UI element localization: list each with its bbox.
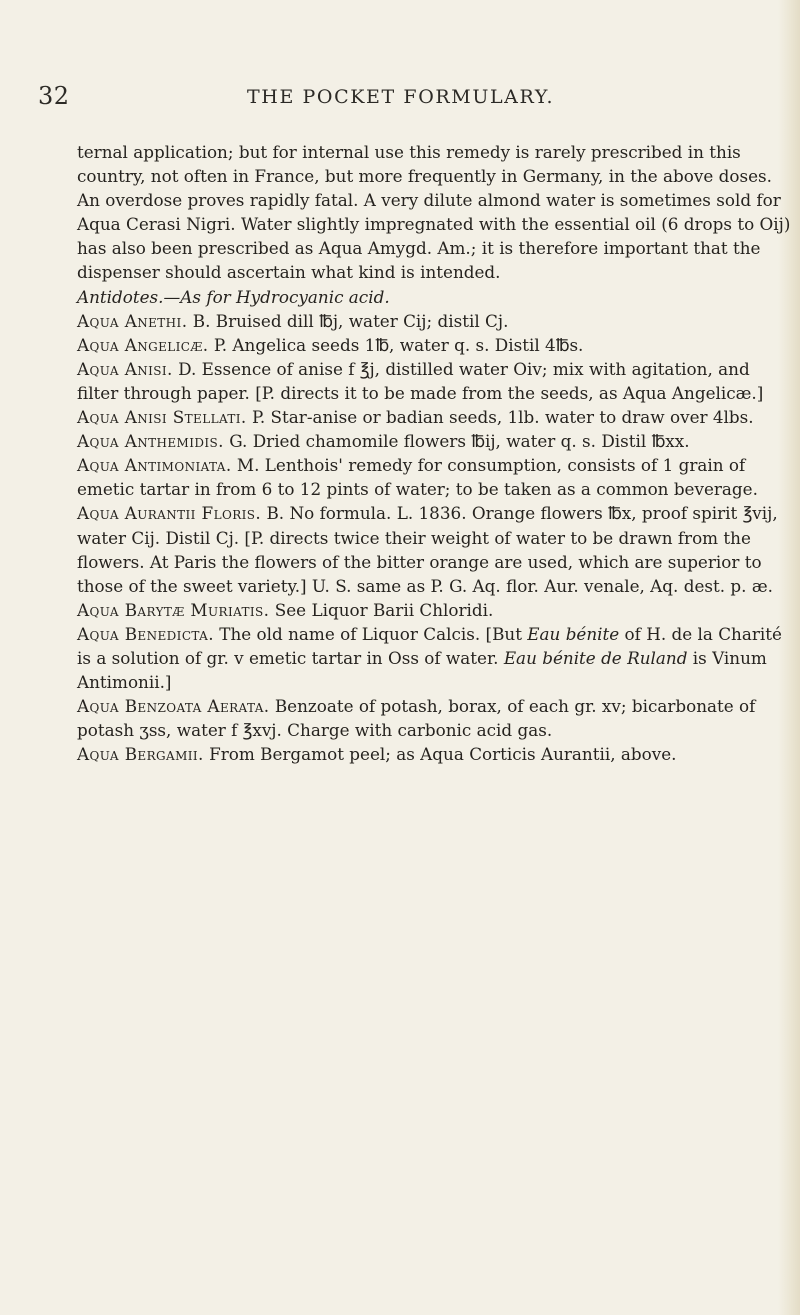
entry-aqua-aurantii-floris	[77, 501, 795, 597]
entry-text: of H. de la Charité is a solution of gr. v emetic tartar in Oss of water.	[77, 623, 782, 668]
entry-italic-term: Eau bénite	[527, 623, 620, 644]
entry-text: From Bergamot peel; as Aqua Corticis Aurantii, above.	[203, 744, 677, 765]
entry-text: M. Lenthois' remedy for consumption, consists of 1 grain of emetic tartar in from 6 to 12 pints of water; to be taken as a common beverage.	[77, 455, 758, 500]
entry-aqua-anthemidis	[77, 429, 795, 453]
entry-aqua-anisi	[77, 357, 795, 405]
entry-headword: Aqua Antimoniata.	[77, 455, 232, 476]
entry-text: The old name of Liquor Calcis. [But	[213, 623, 528, 644]
entry-aqua-barytae-muriatis	[77, 598, 795, 622]
antidotes-text: —As for Hydrocyanic acid.	[163, 286, 390, 307]
entry-aqua-anethi	[77, 309, 795, 333]
entry-headword: Aqua Anisi.	[77, 358, 173, 379]
entry-aqua-benzoata-aerata	[77, 694, 795, 742]
entry-headword: Aqua Benedicta.	[77, 623, 214, 644]
intro-paragraph: ternal application; but for internal use this remedy is rarely prescribed in this country, not often in France, but more frequently in Germany, in the above doses. An overdose proves rapidly fatal. A very dilute almond water is sometimes sold for Aqua Cerasi Nigri. Water slightly impregnated with the essential oil (6 drops to Oij) has also been prescribed as Aqua Amygd. Am.; it is therefore important that the dispenser should ascertain what kind is intended.	[77, 142, 791, 283]
entry-headword: Aqua Angelicæ.	[77, 334, 209, 355]
page-header	[38, 82, 738, 112]
entry-italic-term: Eau bénite de Ruland	[503, 647, 688, 668]
entry-aqua-bergamii	[77, 742, 795, 766]
entry-text: P. Star-anise or badian seeds, 1lb. water to draw over 4lbs.	[246, 407, 754, 428]
entry-headword: Aqua Anisi Stellati.	[77, 407, 247, 428]
entry-headword: Aqua Barytæ Muriatis.	[77, 599, 270, 620]
page-number: 32	[38, 82, 70, 110]
entry-headword: Aqua Benzoata Aerata.	[77, 696, 270, 717]
entry-headword: Aqua Bergamii.	[77, 744, 204, 765]
entry-text: is Vinum Antimonii.]	[77, 647, 767, 693]
entry-aqua-angelicae	[77, 333, 795, 357]
running-head: THE POCKET FORMULARY.	[247, 86, 555, 108]
entry-headword: Aqua Aurantii Floris.	[77, 503, 262, 524]
entry-aqua-benedicta	[77, 622, 795, 694]
entry-headword: Aqua Anthemidis.	[77, 431, 224, 452]
entry-text: D. Essence of anise f ℥j, distilled water Oiv; mix with agitation, and filter through paper. [P. directs it to be made from the seeds, as Aqua Angelicæ.]	[77, 358, 764, 403]
antidotes-paragraph	[77, 285, 795, 309]
entry-text: See Liquor Barii Chloridi.	[269, 599, 494, 620]
entry-text: P. Angelica seeds 1℔, water q. s. Distil 4℔s.	[208, 334, 584, 355]
antidotes-label: Antidotes.	[77, 286, 164, 307]
entry-aqua-antimoniata	[77, 453, 795, 501]
entry-text: G. Dried chamomile flowers ℔ij, water q. s. Distil ℔xx.	[223, 431, 690, 452]
entry-text: B. Bruised dill ℔j, water Cij; distil Cj.	[187, 310, 509, 331]
entry-text: Benzoate of potash, borax, of each gr. xv; bicarbonate of potash ʒss, water f ℥xvj. Charge with carbonic acid gas.	[77, 696, 756, 741]
entry-headword: Aqua Anethi.	[77, 310, 188, 331]
entry-text: B. No formula. L. 1836. Orange flowers ℔x, proof spirit ℥vij, water Cij. Distil Cj. [P. directs twice their weight of water to be drawn from the flowers. At Paris the flowers of the bitter orange are used, which are superior to those of the sweet variety.] U. S. same as P. G. Aq. flor. Aur. venale, Aq. dest. p. æ.	[77, 503, 778, 596]
entry-aqua-anisi-stellati	[77, 405, 795, 429]
body-text	[77, 140, 795, 766]
